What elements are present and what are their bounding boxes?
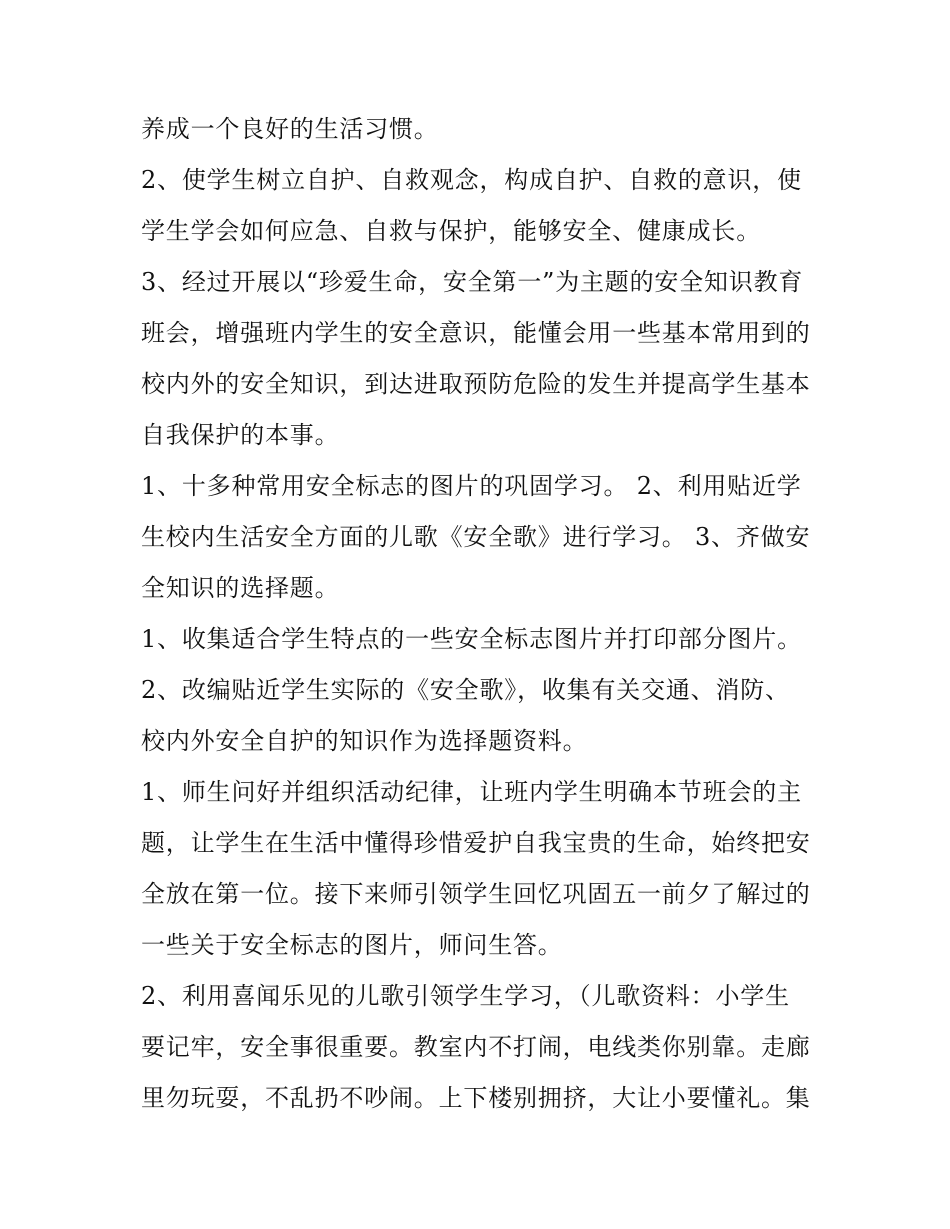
text-line: 一些关于安全标志的图片，师问生答。 xyxy=(141,931,563,959)
text-line: 2、利用喜闻乐见的儿歌引领学生学习，（儿歌资料：小学生 xyxy=(141,982,790,1010)
text-line: 自我保护的本事。 xyxy=(141,421,340,449)
text-line: 1、十多种常用安全标志的图片的巩固学习。 2、利用贴近学 xyxy=(141,472,802,500)
text-line: 要记牢，安全事很重要。教室内不打闹，电线类你别靠。走廊 xyxy=(141,1033,811,1061)
text-line: 全放在第一位。接下来师引领学生回忆巩固五一前夕了解过的 xyxy=(141,880,811,908)
text-line: 1、师生问好并组织活动纪律，让班内学生明确本节班会的主 xyxy=(141,778,802,806)
text-line: 里勿玩耍，不乱扔不吵闹。上下楼别拥挤，大让小要懂礼。集 xyxy=(141,1084,811,1112)
text-line: 1、收集适合学生特点的一些安全标志图片并打印部分图片。 xyxy=(141,625,802,653)
text-line: 校内外的安全知识，到达进取预防危险的发生并提高学生基本 xyxy=(141,370,811,398)
text-line: 3、经过开展以“珍爱生命，安全第一”为主题的安全知识教育 xyxy=(141,268,804,296)
text-line: 题，让学生在生活中懂得珍惜爱护自我宝贵的生命，始终把安 xyxy=(141,829,811,857)
text-line: 2、改编贴近学生实际的《安全歌》，收集有关交通、消防、 xyxy=(141,676,790,704)
text-line: 校内外安全自护的知识作为选择题资料。 xyxy=(141,727,588,755)
text-line: 生校内生活安全方面的儿歌《安全歌》进行学习。 3、齐做安 xyxy=(141,523,811,551)
text-line: 学生学会如何应急、自救与保护，能够安全、健康成长。 xyxy=(141,217,761,245)
text-line: 全知识的选择题。 xyxy=(141,574,340,602)
text-line: 2、使学生树立自护、自救观念，构成自护、自救的意识，使 xyxy=(141,166,802,194)
text-line: 养成一个良好的生活习惯。 xyxy=(141,115,439,143)
text-line: 班会，增强班内学生的安全意识，能懂会用一些基本常用到的 xyxy=(141,319,811,347)
